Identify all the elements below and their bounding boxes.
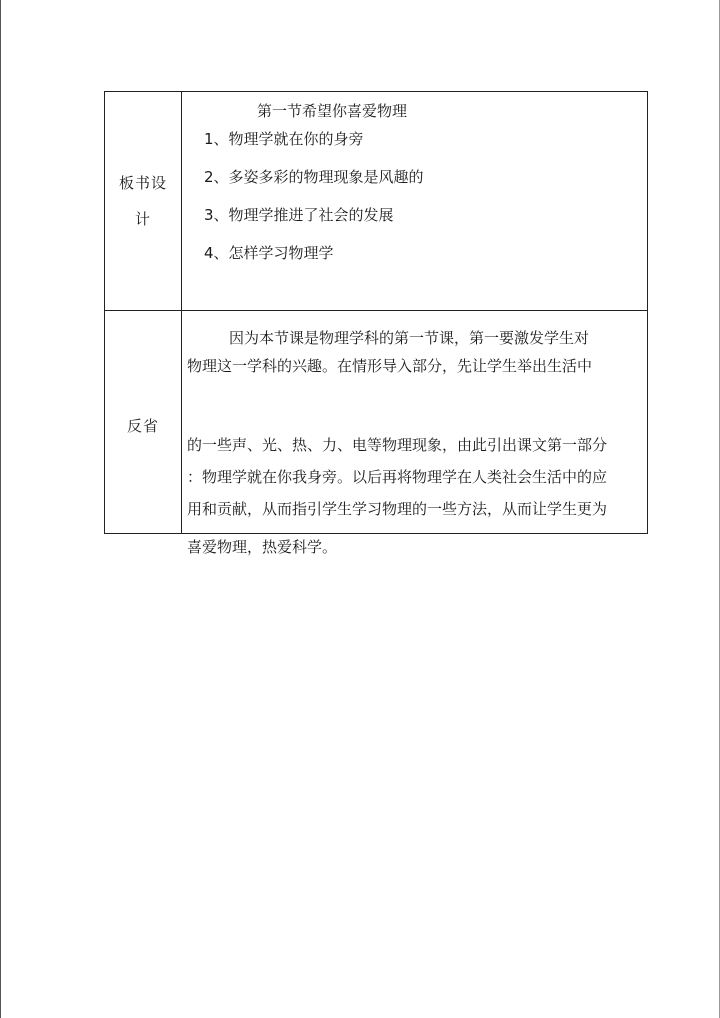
reflection-line-3: 的一些声、光、热、力、电等物理现象，由此引出课文第一部分	[187, 436, 608, 454]
column-divider	[181, 92, 182, 533]
reflection-line-2: 物理这一学科的兴趣。在情形导入部分，先让学生举出生活中	[187, 357, 593, 375]
board-design-label-line1: 板书设	[118, 174, 167, 192]
reflection-line-5: 用和贡献，从而指引学生学习物理的一些方法，从而让学生更为	[187, 500, 608, 518]
row-divider	[105, 310, 647, 311]
reflection-line-4: ：物理学就在你我身旁。以后再将物理学在人类社会生活中的应	[187, 468, 608, 486]
reflection-line-1: 因为本节课是物理学科的第一节课，第一要激发学生对	[229, 329, 590, 347]
board-design-label-line2: 计	[134, 210, 151, 228]
board-item-1: 1、物理学就在你的身旁	[204, 130, 364, 148]
board-item-2: 2、多姿多彩的物理现象是风趣的	[204, 168, 424, 186]
board-item-3: 3、物理学推进了社会的发展	[204, 206, 394, 224]
board-title: 第一节希望你喜爱物理	[257, 102, 408, 120]
reflection-line-6: 喜爱物理，热爱科学。	[187, 538, 338, 556]
page-edge-left	[0, 0, 1, 1018]
reflection-label: 反省	[126, 417, 159, 435]
board-item-4: 4、怎样学习物理学	[204, 244, 334, 262]
